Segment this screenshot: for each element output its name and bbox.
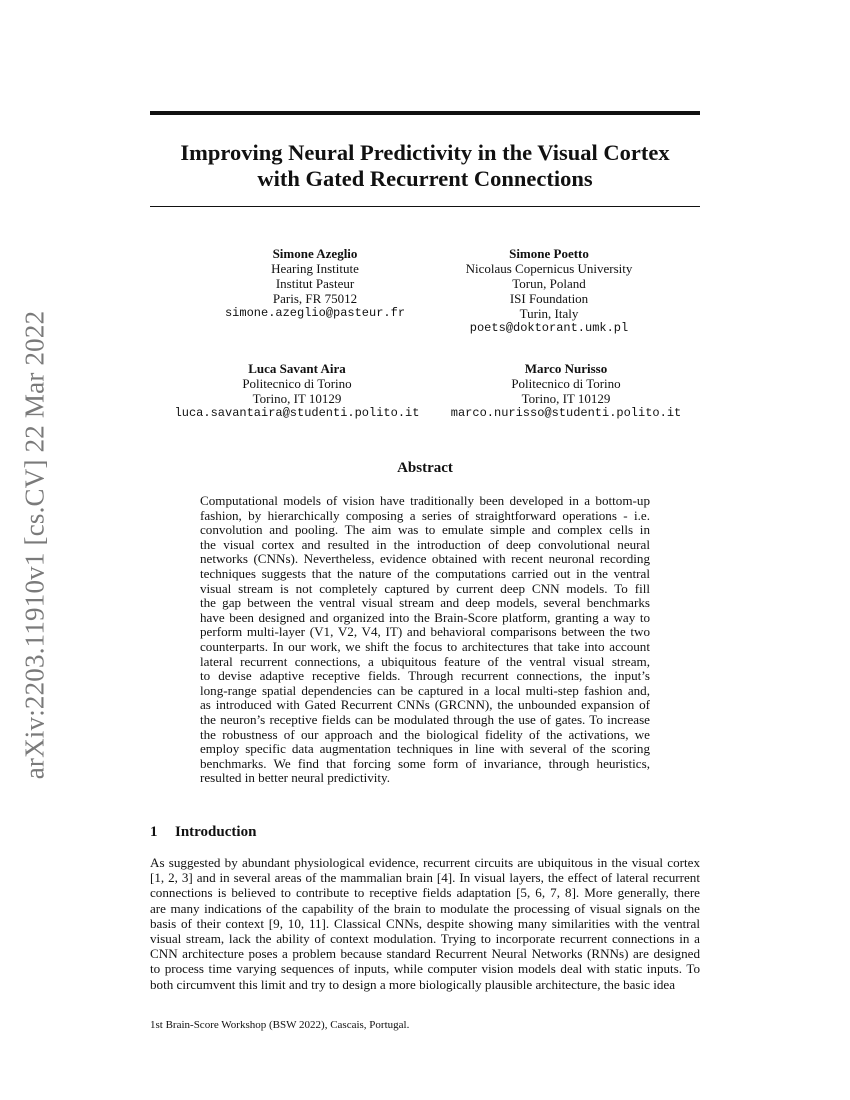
author-email[interactable]: poets@doktorant.umk.pl (469, 321, 629, 335)
title-bottom-rule (150, 206, 700, 207)
author-email[interactable]: simone.azeglio@pasteur.fr (224, 306, 406, 320)
section-title: Introduction (175, 824, 257, 840)
text-line: counterparts. In our work, we shift the focus to architectures that take into account (200, 638, 650, 654)
author-name: Marco Nurisso (524, 361, 608, 376)
text-line: resulted in better neural predictivity. (200, 770, 391, 786)
author-name: Simone Azeglio (272, 246, 358, 261)
author-name: Simone Poetto (509, 246, 589, 261)
text-line: the robustness of our approach and the biological fidelity of the activations, we (200, 726, 650, 742)
text-line: networks (CNNs). Nevertheless, evidence obtained with recent neuronal recording (200, 551, 650, 567)
title-line: Improving Neural Predictivity in the Visual Cortex (180, 140, 670, 165)
text-line: have been designed and organized into the Brain-Score platform, granting a way to (200, 609, 650, 625)
author-email[interactable]: luca.savantaira@studenti.polito.it (174, 406, 420, 420)
text-line: benchmarks. We find that forcing some form of invariance, through heuristics, (200, 755, 650, 771)
text-line: as introduced with Gated Recurrent CNNs (GRCNN), the unbounded expansion of (200, 697, 650, 713)
author-affiliation: Torun, Poland (512, 276, 586, 291)
text-line: Computational models of vision have traditionally been developed in a bottom-up (200, 493, 650, 508)
author-affiliation: Hearing Institute (271, 261, 359, 276)
arxiv-identifier: arXiv:2203.11910v1 [cs.CV] 22 Mar 2022 (19, 310, 50, 780)
introduction-body (150, 855, 700, 992)
author-block (147, 361, 447, 421)
title-top-rule (150, 111, 700, 115)
text-line: connections is believed to contribute to receptive fields adaptation [5, 6, 7, 8]. More generally, there (150, 885, 700, 901)
text-line: to devise adaptive receptive fields. Through recurrent connections, the input’s (200, 668, 650, 684)
text-line: [1, 2, 3] and in several areas of the mammalian brain [4]. In visual layers, the effect of lateral recurrent (150, 870, 700, 886)
text-line: convolution and pooling. The aim was to emulate simple and complex cells in (200, 522, 650, 538)
title-line: with Gated Recurrent Connections (257, 166, 593, 191)
text-line: basis of their context [9, 10, 11]. Classical CNNs, despite showing many similarities with the ventral (150, 915, 700, 931)
author-email[interactable]: marco.nurisso@studenti.polito.it (450, 406, 682, 420)
author-affiliation: ISI Foundation (509, 291, 589, 306)
author-affiliation: Turin, Italy (519, 306, 579, 321)
text-line: visual stream is not completely captured by current deep CNN models. To fill (200, 580, 650, 596)
author-affiliation: Torino, IT 10129 (521, 391, 611, 406)
abstract-body (200, 494, 650, 786)
text-line: CNN architecture poses a problem because standard Recurrent Neural Networks (RNNs) are designed (150, 946, 700, 962)
text-line: lateral recurrent connections, a ubiquitous feature of the ventral visual stream, (200, 653, 650, 669)
venue-footnote: 1st Brain-Score Workshop (BSW 2022), Cascais, Portugal. (150, 1019, 410, 1031)
abstract-heading: Abstract (397, 460, 453, 476)
author-block (416, 361, 716, 421)
text-line: visual stream, lack the ability of context modulation. Trying to incorporate recurrent connections in a (150, 930, 700, 946)
text-line: perform multi-layer (V1, V2, V4, IT) and behavioral comparisons between the two (200, 624, 650, 640)
author-affiliation: Institut Pasteur (275, 276, 355, 291)
text-line: techniques suggests that the nature of the computations carried out in the ventral (200, 565, 650, 581)
author-affiliation: Politecnico di Torino (242, 376, 352, 391)
author-affiliation: Torino, IT 10129 (252, 391, 342, 406)
author-affiliation: Politecnico di Torino (511, 376, 621, 391)
author-block (399, 246, 699, 336)
text-line: long-range spatial dependencies can be captured in a local multi-step fashion and, (200, 682, 650, 698)
text-line: fashion, by hierarchically composing a series of straightforward operations - i.e. (200, 507, 650, 523)
author-affiliation: Nicolaus Copernicus University (465, 261, 633, 276)
text-line: both circumvent this limit and try to design a more biologically plausible architecture, the basic idea (150, 976, 676, 992)
text-line: the neuron’s receptive fields can be modulated through the use of gates. To increase (200, 711, 650, 727)
author-name: Luca Savant Aira (248, 361, 346, 376)
text-line: the visual cortex and resulted in the introduction of deep convolutional neural (200, 536, 650, 552)
text-line: are many indications of the capability of the brain to modulate the processing of visual signals on the (150, 900, 700, 916)
text-line: to process time varying sequences of inputs, while computer vision models deal with static inputs. To (150, 961, 700, 977)
author-affiliation: Paris, FR 75012 (272, 291, 358, 306)
section-number: 1 (150, 824, 158, 840)
text-line: the gap between the ventral visual stream and deep models, several benchmarks (200, 595, 650, 611)
text-line: employ specific data augmentation techniques in line with several of the scoring (200, 741, 650, 757)
text-line: As suggested by abundant physiological evidence, recurrent circuits are ubiquitous in the visual cortex (150, 855, 700, 870)
paper-title (150, 140, 700, 192)
